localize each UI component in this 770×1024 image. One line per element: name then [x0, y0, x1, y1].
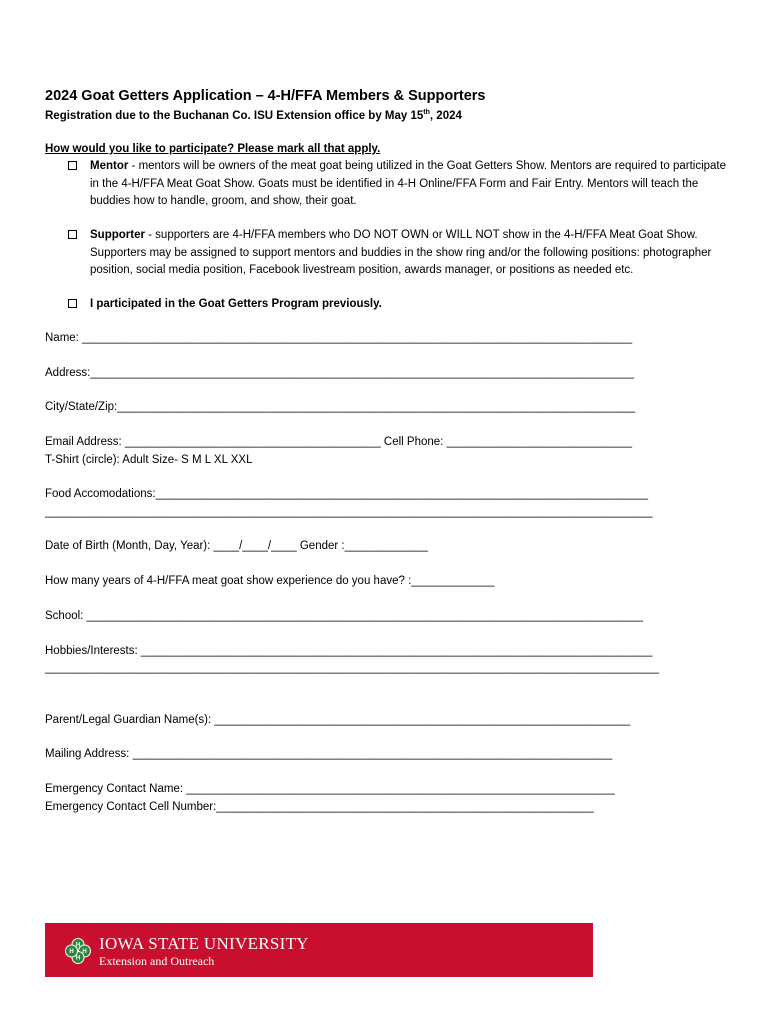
supporter-checkbox[interactable] [68, 230, 77, 239]
form-title: 2024 Goat Getters Application – 4-H/FFA Members & Supporters [45, 88, 486, 104]
university-name: IOWA STATE UNIVERSITY [99, 934, 309, 953]
participation-question: How would you like to participate? Please mark all that apply. [45, 143, 381, 155]
food-accommodations-field[interactable]: Food Accomodations:_____________________________________________________________________________ [45, 488, 649, 500]
option-mentor [68, 158, 728, 211]
previous-participant-description [90, 296, 728, 314]
food-accommodations-line-2[interactable]: _______________________________________________________________________________________________ [45, 506, 653, 518]
option-previous-participant [68, 296, 728, 314]
school-field[interactable]: School: _______________________________________________________________________________________ [45, 610, 643, 622]
svg-text:H: H [75, 942, 81, 949]
deadline-text: Registration due to the Buchanan Co. ISU Extension office by May 15 [45, 109, 424, 122]
registration-deadline [45, 109, 462, 122]
deadline-suffix: th [423, 109, 430, 116]
mentor-checkbox[interactable] [68, 161, 77, 170]
svg-text:H: H [69, 949, 74, 955]
mentor-description [90, 158, 728, 211]
supporter-label: Supporter [90, 229, 145, 241]
4-h-clover-icon [64, 937, 92, 965]
previous-participant-label: I participated in the Goat Getters Program previously. [90, 298, 382, 310]
deadline-year: , 2024 [429, 109, 462, 122]
name-field[interactable]: Name: ______________________________________________________________________________________ [45, 332, 633, 344]
hobbies-field[interactable]: Hobbies/Interests: ________________________________________________________________________________ [45, 645, 653, 657]
tshirt-size-field[interactable]: T-Shirt (circle): Adult Size- S M L XL XXL [45, 454, 253, 466]
extension-unit: Extension and Outreach [99, 954, 215, 968]
mailing-address-field[interactable]: Mailing Address: ___________________________________________________________________________ [45, 748, 613, 760]
svg-text:H: H [82, 949, 87, 955]
isu-extension-footer [45, 923, 593, 977]
city-state-zip-field[interactable]: City/State/Zip:_________________________________________________________________________________ [45, 401, 636, 413]
mentor-text: - mentors will be owners of the meat goat being utilized in the Goat Getters Show. Mentors are required to participate in the 4-H/FFA Meat Goat Show. Goats must be identified in 4-H Online/FFA Form and Fair Entry. Mentors will teach the buddies how to handle, groom, and show, their goat. [90, 160, 727, 207]
previous-participant-checkbox[interactable] [68, 299, 77, 308]
option-supporter [68, 227, 728, 280]
experience-years-field[interactable]: How many years of 4-H/FFA meat goat show experience do you have? :_____________ [45, 575, 495, 587]
email-phone-field[interactable]: Email Address: ________________________________________ Cell Phone: _____________________________ [45, 436, 633, 448]
mentor-label: Mentor [90, 160, 129, 172]
supporter-text: - supporters are 4-H/FFA members who DO NOT OWN or WILL NOT show in the 4-H/FFA Meat Goat Show. Supporters may be assigned to support mentors and buddies in the show ring and/or the following positions: photographer position, social media position, Facebook livestream position, awards manager, or positions as needed etc. [90, 229, 712, 276]
emergency-contact-cell-field[interactable]: Emergency Contact Cell Number:___________________________________________________________ [45, 801, 594, 813]
address-field[interactable]: Address:_____________________________________________________________________________________ [45, 367, 635, 379]
emergency-contact-name-field[interactable]: Emergency Contact Name: ___________________________________________________________________ [45, 783, 615, 795]
supporter-description [90, 227, 728, 280]
svg-text:H: H [75, 955, 81, 962]
guardian-name-field[interactable]: Parent/Legal Guardian Name(s): _________________________________________________________________ [45, 714, 631, 726]
hobbies-line-2[interactable]: ________________________________________________________________________________________________ [45, 662, 659, 674]
dob-gender-field[interactable]: Date of Birth (Month, Day, Year): ____/____/____ Gender :_____________ [45, 540, 428, 552]
